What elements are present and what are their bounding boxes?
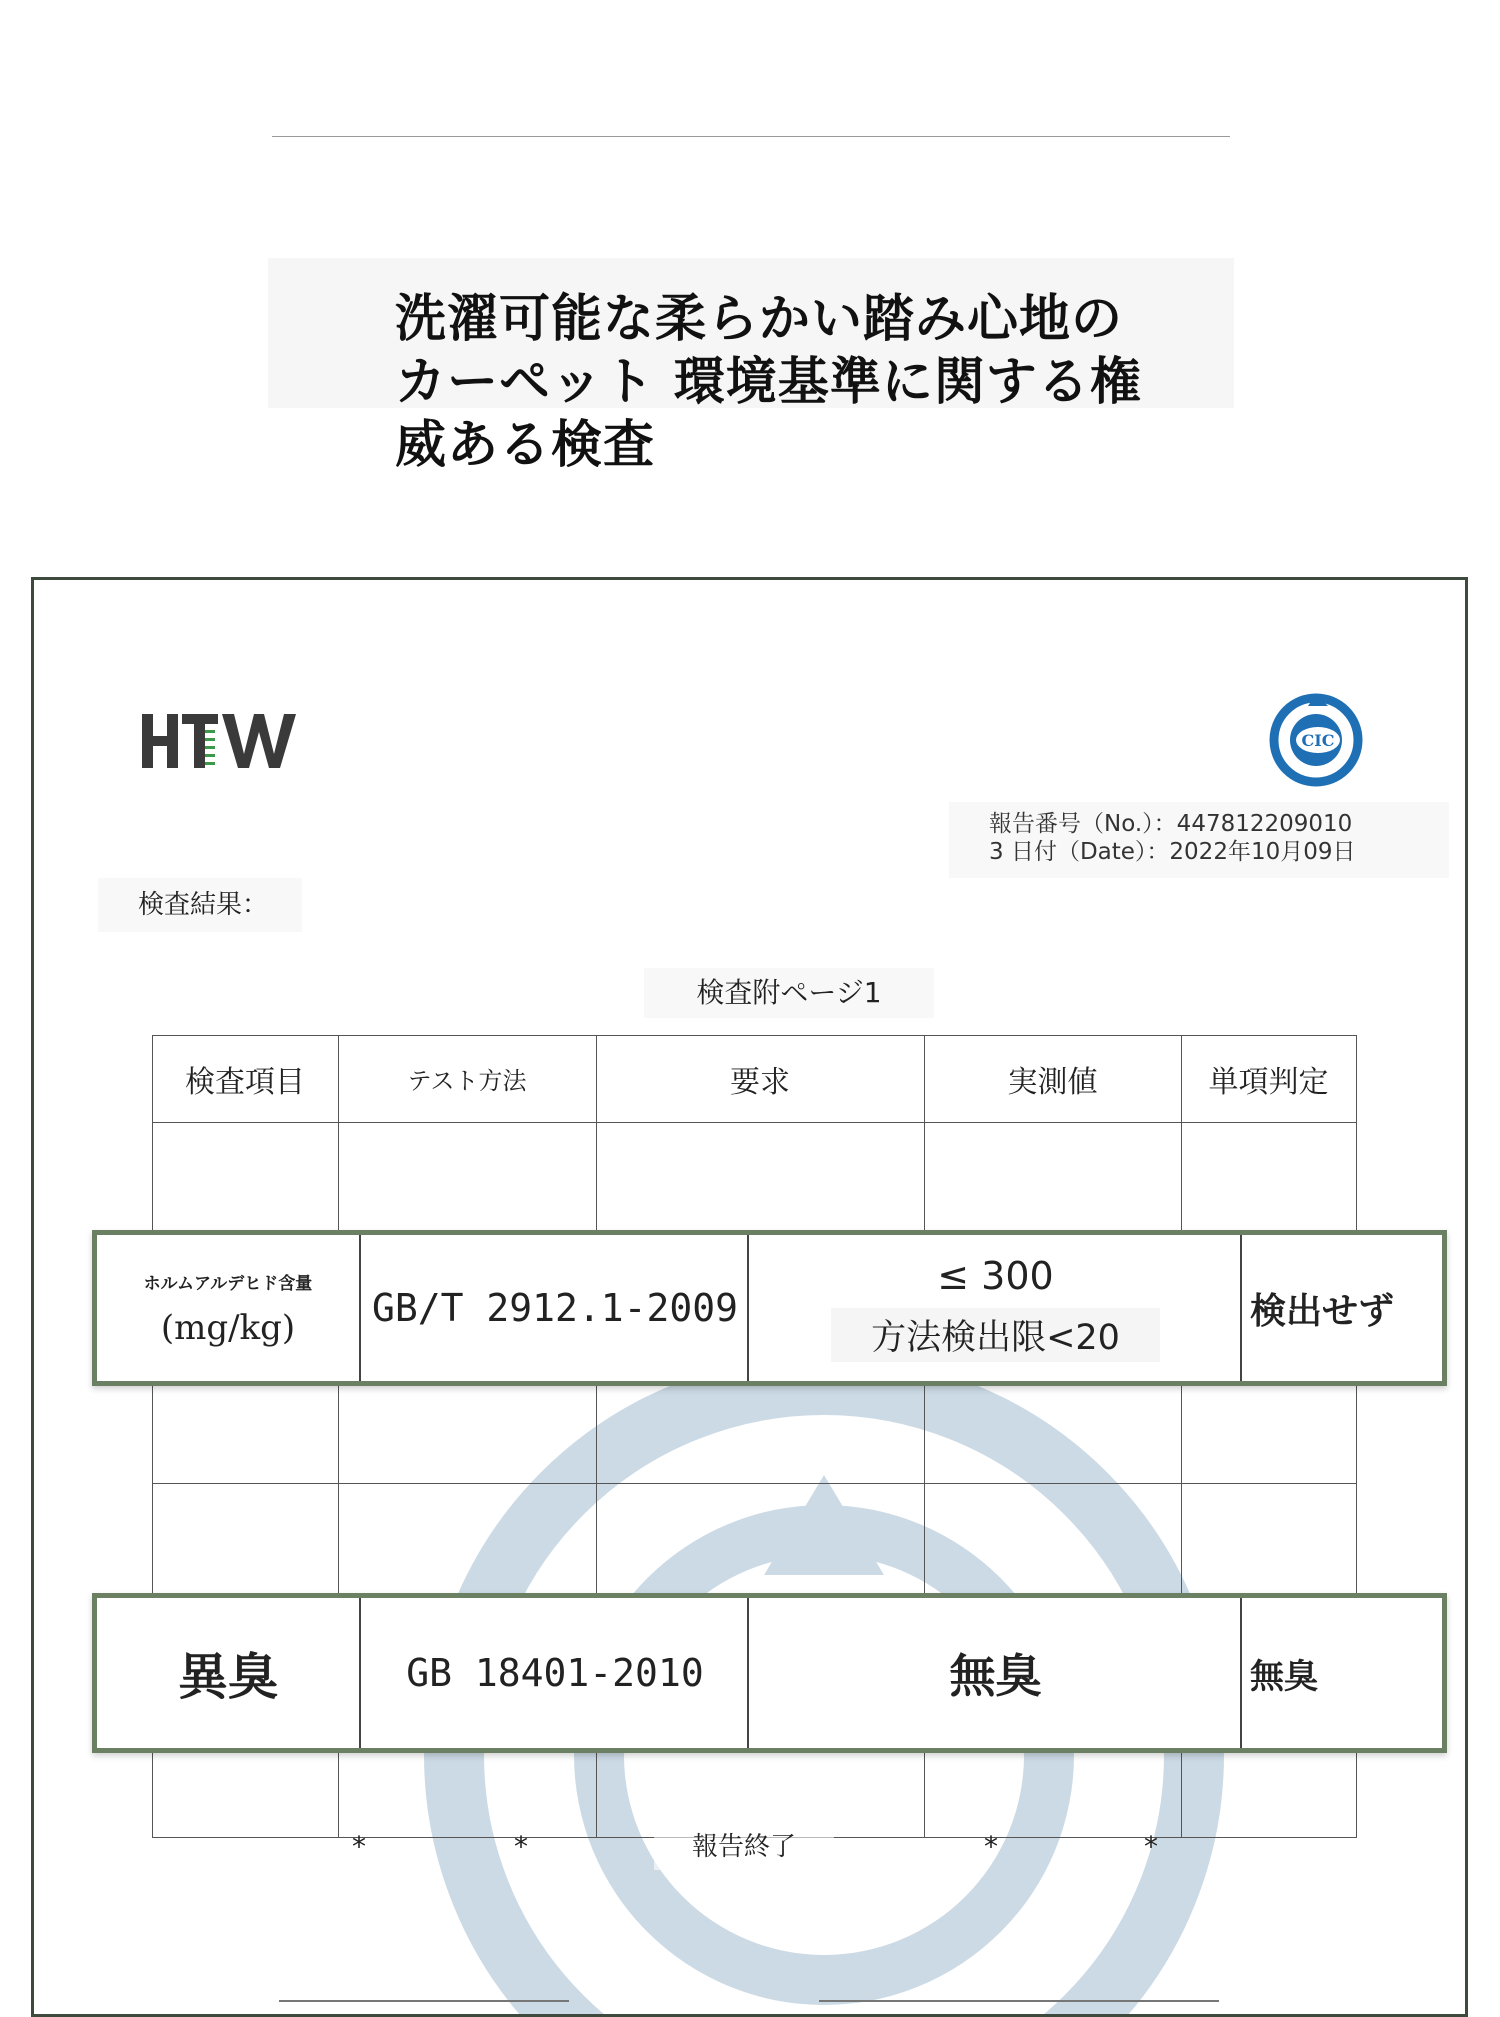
row-method: GB/T 2912.1-2009 [359, 1235, 749, 1381]
table-line [152, 1122, 1357, 1123]
item-unit: (mg/kg) [160, 1307, 296, 1348]
row-item [97, 1235, 359, 1381]
signature-line [279, 2000, 569, 2002]
signature-line [819, 2000, 1219, 2002]
page-label: 検査附ページ1 [644, 968, 934, 1018]
htw-logo [142, 710, 312, 772]
cic-logo-text: CIC [1301, 731, 1335, 750]
row-requirement: 無臭 [747, 1598, 1242, 1748]
footer-asterisk: * [984, 1830, 998, 1863]
header-judgement: 単項判定 [1208, 1064, 1329, 1100]
row-judgement: 検出せず [1240, 1235, 1452, 1381]
footer-asterisk: * [514, 1830, 528, 1863]
report-end: 報告終了 [654, 1825, 834, 1870]
table-line [152, 1483, 1357, 1484]
row-requirement [747, 1235, 1242, 1381]
cic-logo [1268, 692, 1364, 788]
results-label: 検査結果： [98, 878, 302, 932]
row-item: 異臭 [178, 1648, 278, 1706]
page-title: 洗濯可能な柔らかい踏み心地のカーペット 環境基準に関する権威ある検査 [395, 290, 1142, 475]
requirement-value: ≤ 300 [937, 1254, 1054, 1298]
footer-asterisk: * [352, 1830, 366, 1863]
requirement-note: 方法検出限<20 [831, 1308, 1160, 1362]
header-measured: 実測値 [1007, 1064, 1098, 1100]
header-requirement: 要求 [730, 1064, 790, 1100]
table-row [92, 1230, 1447, 1386]
row-judgement: 無臭 [1240, 1598, 1452, 1748]
row-method: GB 18401-2010 [359, 1598, 749, 1748]
table-row [92, 1593, 1447, 1753]
certificate [31, 577, 1468, 2017]
header-item: 検査項目 [185, 1064, 305, 1100]
footer-asterisk: * [1144, 1830, 1158, 1863]
report-meta [949, 802, 1449, 878]
header-method: テスト方法 [407, 1067, 527, 1095]
report-date: 3 日付（Date）：2022年10月09日 [989, 839, 1356, 865]
item-name: ホルムアルデヒド含量 [143, 1273, 313, 1294]
top-divider [272, 136, 1230, 137]
report-number: 報告番号（No.）：447812209010 [989, 811, 1353, 837]
